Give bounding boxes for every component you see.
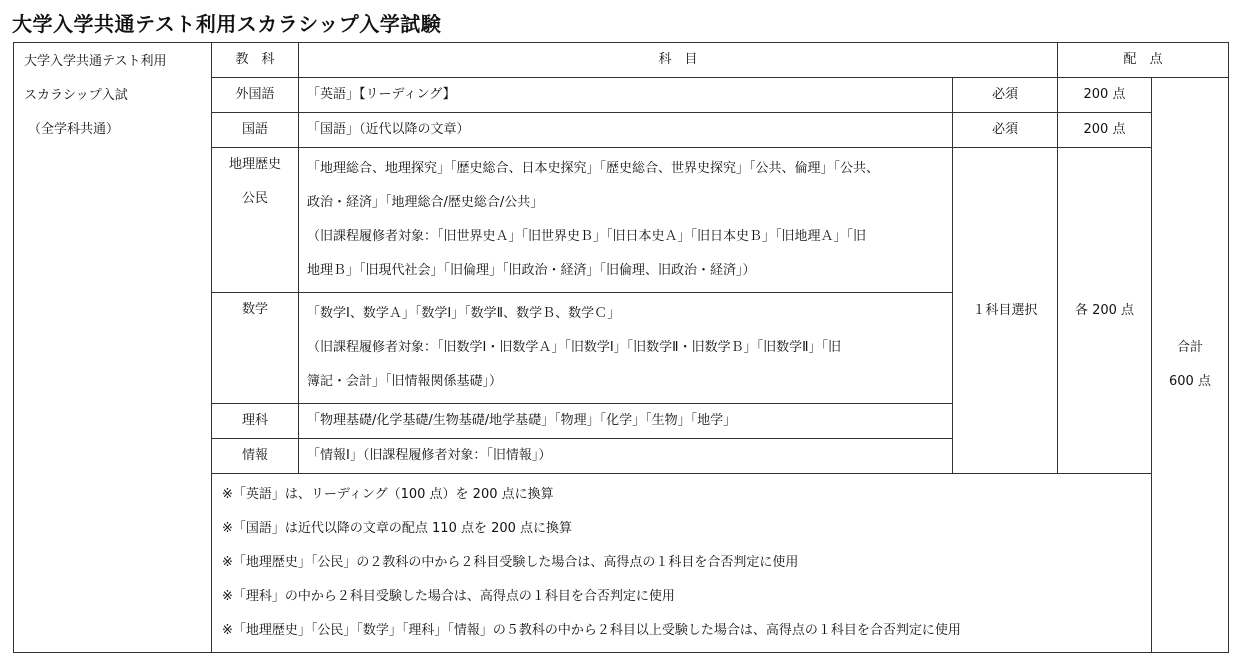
subject-area-line: 公民 [241,191,268,206]
subject-area-cell: 数学 [212,293,299,404]
subjects-line: 政治・経済」「地理総合/歴史総合/公共」 [307,195,544,210]
exam-name-line: 大学入学共通テスト利用 [24,54,167,69]
subject-area-cell: 理科 [212,404,299,439]
header-subject-area: 教 科 [212,43,299,78]
subjects-cell: 「情報Ⅰ」（旧課程履修者対象：「旧情報」） [299,439,953,474]
subject-area-cell: 外国語 [212,78,299,113]
exam-name-line: スカラシップ入試 [24,88,128,103]
exam-name-cell [14,43,212,653]
subject-area-line: 地理歴史 [228,157,281,172]
total-label: 合計 [1176,340,1203,355]
subjects-cell: 「国語」（近代以降の文章） [299,113,953,148]
requirement-cell: 必須 [953,78,1058,113]
note-line: ※「地理歴史」「公民」の２教科の中から２科目受験した場合は、高得点の１科目を合否判定に使用 [222,555,799,570]
subject-area-cell: 国語 [212,113,299,148]
header-points: 配 点 [1058,43,1229,78]
note-line: ※「国語」は近代以降の文章の配点 110 点を 200 点に換算 [222,521,573,536]
header-row [14,43,1229,78]
subjects-line: 簿記・会計」「旧情報関係基礎」） [307,374,503,389]
subject-area-cell [212,148,299,293]
total-points: 600 点 [1169,374,1211,389]
page-title: 大学入学共通テスト利用スカラシップ入学試験 [12,12,442,36]
selection-points-cell: 各 200 点 [1058,148,1152,474]
subjects-line: （旧課程履修者対象：「旧世界史Ａ」「旧世界史Ｂ」「旧日本史Ａ」「旧日本史Ｂ」「旧地理Ａ」「旧 [307,229,867,244]
subjects-cell [299,148,953,293]
points-cell: 200 点 [1058,78,1152,113]
note-line: ※「地理歴史」「公民」「数学」「理科」「情報」の５教科の中から２科目以上受験した場合は、高得点の１科目を合否判定に使用 [222,623,961,638]
points-cell: 200 点 [1058,113,1152,148]
subjects-line: 「数学Ⅰ、数学Ａ」「数学Ⅰ」「数学Ⅱ、数学Ｂ、数学Ｃ」 [307,306,621,321]
requirement-cell: 必須 [953,113,1058,148]
selection-requirement-cell: １科目選択 [953,148,1058,474]
note-line: ※「理科」の中から２科目受験した場合は、高得点の１科目を合否判定に使用 [222,589,675,604]
subjects-line: 地理Ｂ」「旧現代社会」「旧倫理」「旧政治・経済」「旧倫理、旧政治・経済」） [307,263,756,278]
note-line: ※「英語」は、リーディング（100 点）を 200 点に換算 [222,487,554,502]
notes-cell [212,474,1152,653]
exam-name-line: （全学科共通） [28,122,120,137]
subjects-cell: 「英語」【リーディング】 [299,78,953,113]
subject-area-cell: 情報 [212,439,299,474]
subjects-line: 「地理総合、地理探究」「歴史総合、日本史探究」「歴史総合、世界史探究」「公共、倫理」「公共、 [307,161,880,176]
subjects-cell [299,293,953,404]
header-subjects: 科 目 [299,43,1058,78]
exam-table [13,42,1229,653]
subjects-cell: 「物理基礎/化学基礎/生物基礎/地学基礎」「物理」「化学」「生物」「地学」 [299,404,953,439]
subjects-line: （旧課程履修者対象：「旧数学Ⅰ・旧数学Ａ」「旧数学Ⅰ」「旧数学Ⅱ・旧数学Ｂ」「旧数学Ⅱ」「旧 [307,340,841,355]
total-cell [1152,78,1229,653]
